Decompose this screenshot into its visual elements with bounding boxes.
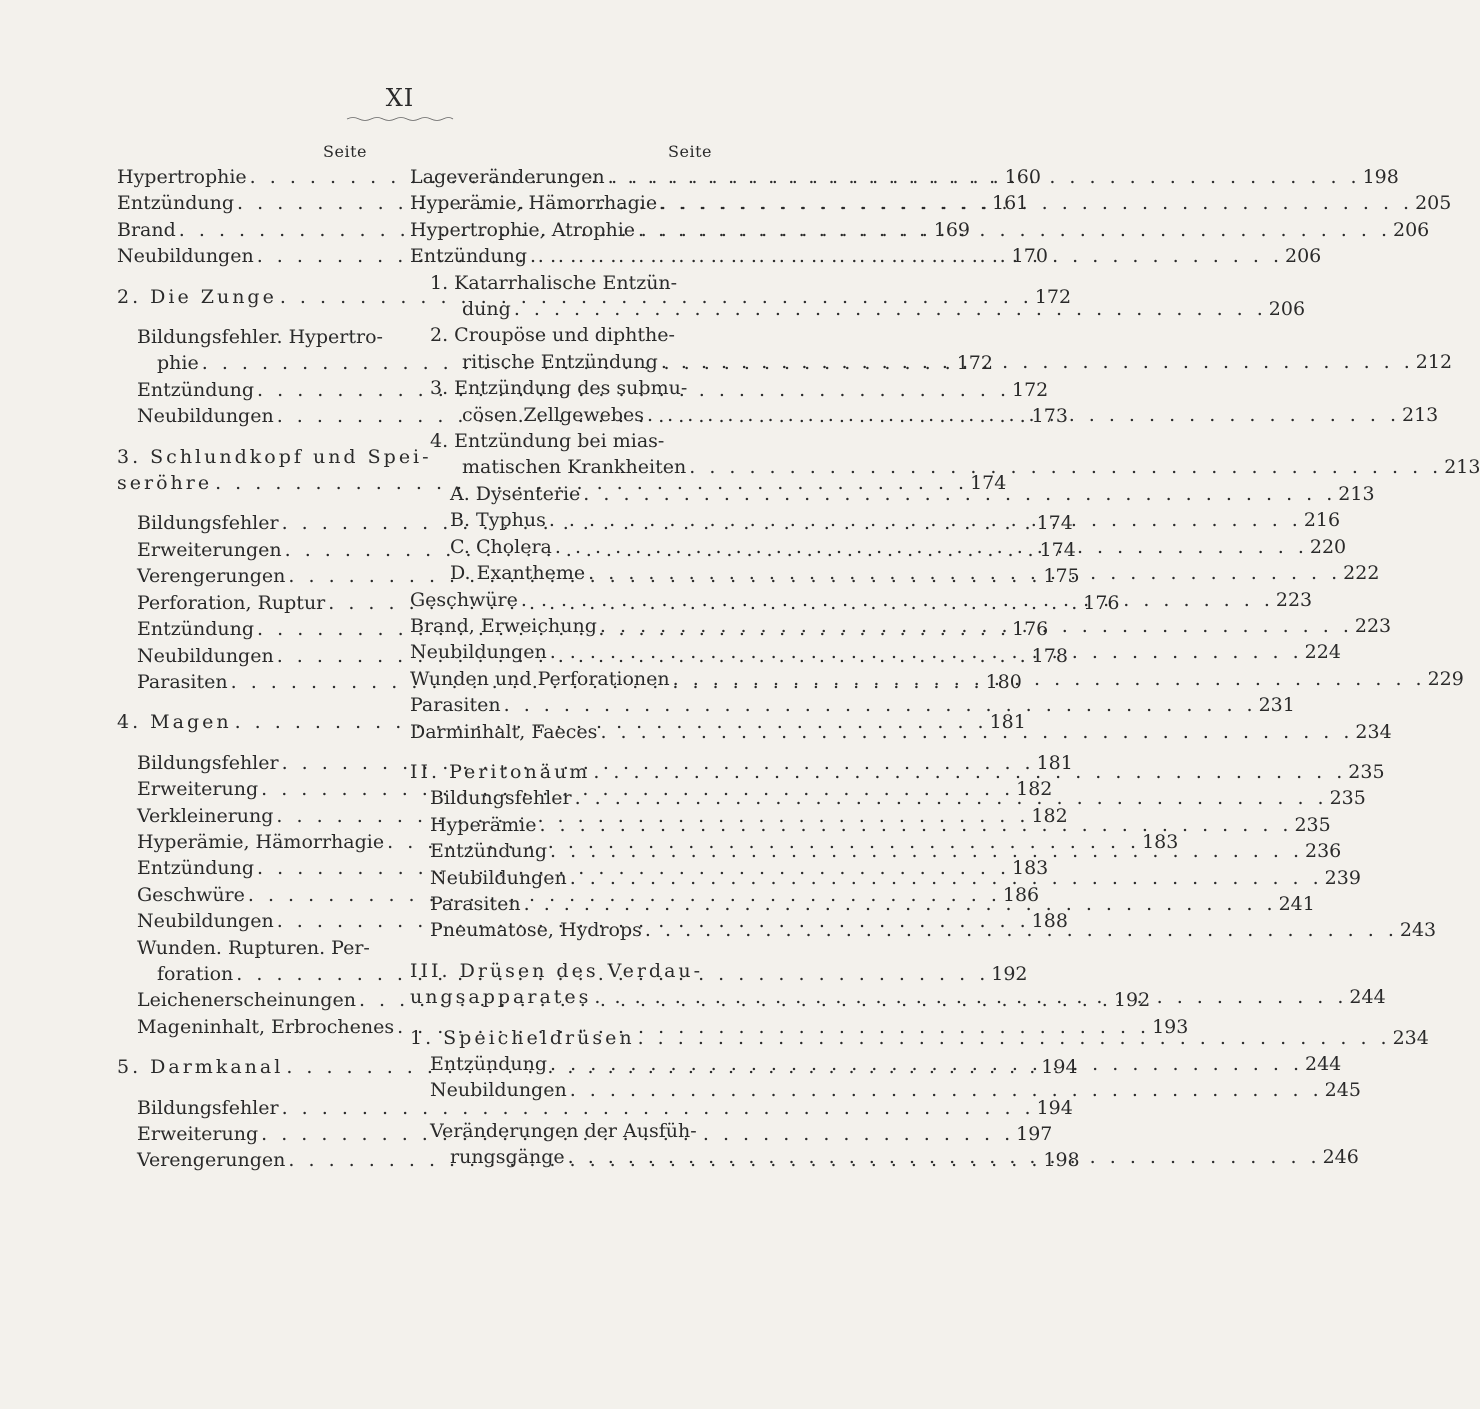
dot-leader [546, 507, 1302, 533]
toc-entry-page: 234 [1392, 1026, 1429, 1049]
toc-entry-page: 216 [1303, 509, 1341, 532]
dot-leader [518, 587, 1274, 613]
toc-entry-title: Entzündung [410, 245, 528, 268]
toc-entry-title: 1. Speicheldrüsen [410, 1026, 635, 1049]
dot-leader [527, 243, 1283, 269]
toc-entry-page: 241 [1278, 892, 1315, 915]
toc-entry-page: 186 [1002, 883, 1040, 906]
toc-entry-title: Darminhalt, Faeces [410, 720, 598, 743]
toc-entry-page: 245 [1324, 1079, 1361, 1102]
toc-entry-page: 183 [1012, 857, 1049, 880]
toc-entry-page: 182 [1031, 804, 1068, 827]
toc-entry-title: Neubildungen [430, 1079, 567, 1102]
toc-entry-page: 194 [1036, 1096, 1073, 1119]
toc-entry-page: 172 [956, 352, 993, 375]
toc-entry-page: 182 [1016, 778, 1053, 801]
toc-entry-page: 192 [991, 962, 1028, 985]
dot-leader [501, 692, 1257, 718]
toc-entry-page: 235 [1348, 760, 1385, 783]
toc-entry-page: 223 [1354, 614, 1392, 637]
toc-entry-page: 161 [992, 192, 1029, 215]
toc-entry-title: Neubildungen [117, 245, 254, 268]
toc-entry-page: 178 [1031, 644, 1068, 667]
dot-leader [605, 164, 1361, 190]
dot-leader [547, 639, 1303, 665]
toc-entry-page: 206 [1268, 298, 1306, 321]
dot-leader [565, 1144, 1321, 1170]
toc-entry-title: Neubildungen [137, 910, 274, 933]
toc-entry-page: 213 [1338, 482, 1375, 505]
toc-entry-title: rungsgänge [450, 1146, 565, 1169]
toc-entry-title: Entzündung [117, 192, 235, 215]
toc-entry-title: A. Dysenterie [450, 482, 581, 505]
seite-label: Seite [323, 142, 367, 161]
toc-entry-page: 194 [1041, 1056, 1078, 1079]
toc-entry-title: Brand [117, 218, 176, 241]
toc-entry-title: Parasiten [137, 670, 228, 693]
toc-entry-title: 4. Entzündung bei mias- [430, 430, 665, 453]
dot-leader [580, 481, 1336, 507]
toc-entry-page: 220 [1309, 535, 1347, 558]
toc-entry-title: 5. Darmkanal [117, 1056, 284, 1079]
toc-entry-page: 236 [1305, 840, 1342, 863]
toc-entry-title: II. Peritonäum [410, 760, 591, 783]
toc-entry-title: Parasiten [410, 694, 501, 717]
toc-entry-title: Bildungsfehler [430, 787, 572, 810]
dot-leader [686, 454, 1442, 480]
toc-entry-title: Entzündung [137, 378, 255, 401]
toc-entry-page: 174 [1039, 538, 1076, 561]
toc-entry-title: 2. Croupöse und diphthe- [430, 324, 675, 347]
toc-entry-page: 222 [1343, 562, 1380, 585]
toc-entry-page: 160 [1004, 166, 1041, 188]
toc-entry-title: III. Drüsen des Verdau- [410, 959, 704, 982]
toc-entry-title: C. Cholera [450, 535, 552, 558]
toc-entry-page: 172 [1012, 378, 1049, 401]
toc-entry-title: 1. Katarrhalische Entzün- [430, 271, 678, 294]
dot-leader [572, 785, 1328, 811]
toc-entry [410, 270, 712, 296]
dot-leader [597, 613, 1353, 639]
toc-entry-title: seröhre [117, 472, 213, 495]
toc-entry-title: 3. Schlundkopf und Spei- [117, 445, 432, 468]
toc-entry-page: 244 [1349, 986, 1386, 1009]
dot-leader [547, 838, 1303, 864]
toc-entry-title: Hyperämie, Hämorrhagie [137, 830, 385, 853]
toc-entry-page: 174 [970, 472, 1007, 495]
toc-entry-page: 244 [1305, 1053, 1342, 1075]
toc-entry-title: Erweiterung [137, 1123, 259, 1145]
toc-entry-page: 206 [1392, 218, 1430, 241]
toc-entry-page: 198 [1043, 1149, 1080, 1172]
dot-leader [635, 1025, 1391, 1051]
ornament-divider [345, 116, 455, 122]
page-number: XI [385, 84, 415, 112]
toc-entry-page: 239 [1324, 866, 1361, 889]
toc-entry-title: Veränderungen der Ausfüh- [430, 1119, 697, 1142]
toc-entry [117, 1095, 1073, 1121]
toc-entry-page: 170 [1011, 245, 1048, 268]
dot-leader [547, 1051, 1303, 1077]
dot-leader [591, 984, 1347, 1010]
toc-entry-title: Perforation, Ruptur [137, 591, 326, 614]
toc-entry-title: Hyperämie, Hämorrhagie [410, 192, 658, 215]
toc-entry-title: Mageninhalt, Erbrochenes [137, 1015, 395, 1038]
toc-entry-title: Hypertrophie, Atrophie [410, 218, 636, 241]
toc-entry-title: B. Typhus [450, 509, 546, 532]
toc-entry-title: Neubildungen [430, 866, 567, 889]
toc-entry-page: 229 [1427, 667, 1464, 690]
dot-leader [585, 560, 1341, 586]
toc-entry-title: Entzündung [430, 1053, 548, 1075]
toc-entry-page: 234 [1355, 720, 1392, 743]
toc-entry-page: 197 [1016, 1123, 1053, 1145]
toc-entry-title: Erweiterung [137, 778, 259, 801]
toc-entry-title: phie [157, 352, 199, 375]
toc-entry-title: Bildungsfehler. Hypertro- [137, 326, 383, 349]
toc-entry-page: 169 [933, 218, 971, 241]
toc-entry-page: 183 [1142, 830, 1179, 853]
toc-entry-title: Lageveränderungen [410, 166, 605, 188]
toc-entry-title: 2. Die Zunge [117, 285, 277, 308]
toc-entry-page: 243 [1399, 919, 1437, 942]
dot-leader [657, 190, 1413, 216]
toc-entry-title: cösen Zellgewebes [462, 403, 645, 426]
toc-entry-page: 235 [1294, 813, 1331, 836]
seite-label: Seite [668, 142, 712, 161]
toc-entry-page: 180 [985, 670, 1022, 693]
toc-entry-page: 223 [1275, 588, 1313, 611]
toc-entry-page: 174 [1036, 512, 1073, 535]
toc-entry [410, 322, 712, 348]
toc-entry-title: Wunden. Rupturen. Per- [137, 936, 370, 959]
toc-entry-page: 212 [1415, 350, 1453, 373]
toc-entry-page: 176 [1083, 591, 1120, 614]
dot-leader [642, 917, 1398, 943]
toc-entry-title: Neubildungen [137, 644, 274, 667]
toc-entry-page: 246 [1322, 1146, 1359, 1169]
toc-entry [117, 935, 370, 961]
dot-leader [590, 759, 1346, 785]
toc-entry-page: 213 [1444, 456, 1480, 479]
dot-leader [644, 402, 1400, 428]
toc-entry-page: 181 [989, 711, 1026, 734]
toc-entry-title: dung [462, 298, 511, 321]
toc-entry-page: 205 [1415, 192, 1452, 215]
toc-entry-title: Wunden und Perforationen [410, 667, 670, 690]
dot-leader [670, 666, 1426, 692]
toc-entry-title: Hypertrophie [117, 166, 247, 188]
toc-entry [117, 324, 383, 350]
toc-entry-page: 231 [1258, 694, 1295, 717]
toc-entry-title: Entzündung [430, 840, 548, 863]
toc-entry-page: 181 [1036, 751, 1073, 774]
toc-entry-page: 235 [1329, 787, 1366, 810]
toc-entry-title: Neubildungen [410, 641, 547, 664]
toc-entry [410, 428, 712, 454]
dot-leader [658, 349, 1414, 375]
toc-entry-title: Hyperämie [430, 813, 537, 836]
toc-entry-title: D. Exantheme [450, 562, 586, 585]
dot-leader [511, 296, 1267, 322]
toc-entry-title: Bildungsfehler [137, 512, 279, 535]
toc-entry-title: foration [157, 962, 234, 985]
dot-leader [567, 865, 1323, 891]
toc-entry-title: ritische Entzündung [462, 350, 658, 373]
toc-entry-title: Neubildungen [137, 405, 274, 428]
toc-entry-title: Parasiten [430, 892, 521, 915]
toc-entry-page: 188 [1031, 910, 1068, 933]
toc-entry-title: Erweiterungen [137, 538, 282, 561]
toc-entry [410, 454, 1480, 480]
toc-entry-title: ungsapparates [410, 986, 592, 1009]
toc-entry-title: Verengerungen [137, 1149, 286, 1172]
dot-leader [521, 891, 1277, 917]
dot-leader [597, 719, 1353, 745]
toc-entry-title: Bildungsfehler [137, 751, 279, 774]
toc-entry [410, 1118, 712, 1144]
toc-entry-title: Geschwüre [137, 883, 245, 906]
toc-entry-page: 173 [1031, 405, 1068, 428]
toc-entry [410, 375, 712, 401]
toc-entry-page: 198 [1362, 166, 1399, 188]
toc-entry [117, 444, 432, 470]
toc-entry-title: Verengerungen [137, 565, 286, 588]
toc-entry-title: 4. Magen [117, 711, 232, 734]
toc-entry-title: Leichenerscheinungen [137, 989, 356, 1012]
toc-entry-page: 192 [1113, 989, 1151, 1012]
toc-entry-page: 193 [1152, 1015, 1189, 1038]
toc-entry-title: Geschwüre [410, 588, 518, 611]
toc-entry-page: 206 [1285, 245, 1322, 268]
dot-leader [635, 217, 1391, 243]
toc-entry-page: 224 [1304, 641, 1341, 664]
toc-entry-title: Bildungsfehler [137, 1096, 279, 1119]
toc-entry-page: 172 [1034, 285, 1072, 308]
toc-entry-page: 176 [1012, 618, 1049, 641]
toc-entry-title: Verkleinerung [137, 804, 274, 827]
toc-entry [410, 958, 712, 984]
dot-leader [567, 1077, 1323, 1103]
toc-entry-title: 3. Entzündung des submu- [430, 377, 688, 400]
toc-entry [410, 1077, 1361, 1103]
toc-entry [117, 643, 1068, 669]
toc-entry-title: Brand, Erweichung [410, 614, 597, 637]
toc-entry-page: 175 [1043, 565, 1080, 588]
dot-leader [536, 812, 1292, 838]
toc-entry-title: Entzündung [137, 618, 255, 641]
toc-entry-page: 213 [1402, 403, 1439, 426]
dot-leader [552, 534, 1308, 560]
toc-entry [410, 692, 1295, 718]
toc-entry-title: Entzündung [137, 857, 255, 880]
toc-entry-title: Pneumatose, Hydrops [430, 919, 642, 942]
toc-entry-title: matischen Krankheiten [462, 456, 687, 479]
